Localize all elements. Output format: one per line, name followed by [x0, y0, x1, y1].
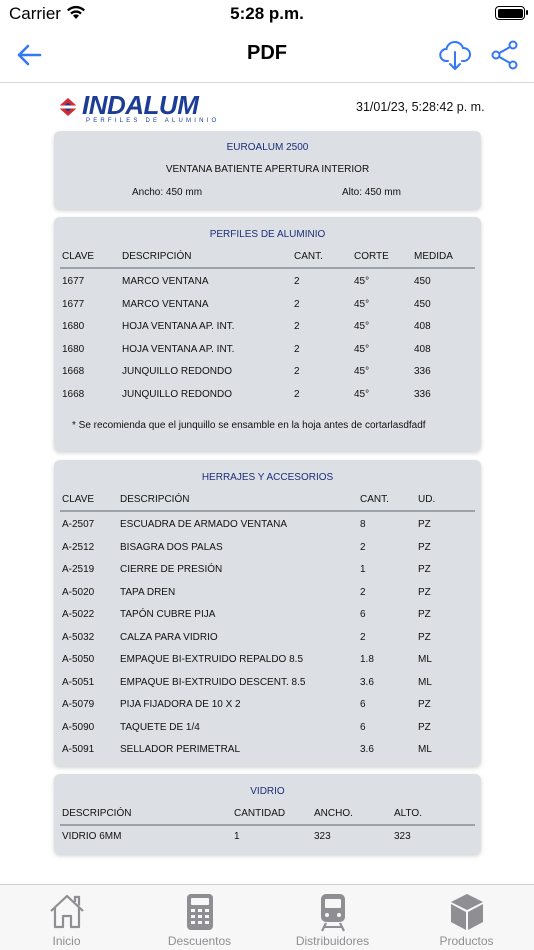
table-cell: ESCUADRA DE ARMADO VENTANA	[120, 519, 288, 530]
tab-bar	[0, 884, 534, 950]
table-cell: 1668	[62, 388, 85, 400]
table-cell: PZ	[418, 519, 431, 530]
product-summary-card	[54, 131, 481, 209]
share-icon	[490, 40, 520, 70]
status-bar	[0, 0, 534, 28]
column-header: DESCRIPCIÓN	[62, 808, 132, 819]
tab-descuentos[interactable]	[133, 885, 266, 950]
table-cell: A-5090	[62, 721, 95, 733]
table-cell: TAPA DREN	[120, 586, 176, 598]
table-cell: 1677	[62, 298, 85, 310]
table-cell: 2	[360, 541, 366, 553]
table-cell: JUNQUILLO REDONDO	[122, 366, 233, 377]
profiles-note: * Se recomienda que el junquillo se ensamble en la hoja antes de cortarlasdfadf	[72, 420, 426, 431]
table-cell: 2	[294, 276, 300, 287]
table-cell: PIJA FIJADORA DE 10 X 2	[120, 699, 241, 710]
tab-label: Inicio	[52, 934, 81, 948]
table-cell: EMPAQUE BI-EXTRUIDO DESCENT. 8.5	[120, 676, 306, 688]
product-series: EUROALUM 2500	[226, 142, 309, 153]
navigation-bar	[0, 28, 534, 83]
table-cell: 2	[360, 586, 366, 598]
indalum-logo	[56, 90, 222, 126]
table-cell: 6	[360, 699, 366, 710]
share-button[interactable]	[490, 40, 520, 70]
hardware-header-divider	[60, 510, 475, 512]
table-cell: EMPAQUE BI-EXTRUIDO REPALDO 8.5	[120, 654, 304, 665]
table-cell: PZ	[418, 699, 431, 710]
table-cell: 6	[360, 721, 366, 733]
table-cell: 45°	[354, 321, 370, 332]
table-cell: 6	[360, 609, 366, 620]
table-cell: 2	[294, 388, 300, 400]
column-header: UD.	[418, 494, 436, 505]
column-header: ANCHO.	[314, 808, 353, 819]
cube-icon	[450, 893, 484, 931]
tab-distribuidores[interactable]	[266, 885, 399, 950]
table-cell: 1677	[62, 276, 85, 287]
calculator-icon	[186, 893, 214, 931]
table-cell: 2	[294, 366, 300, 377]
table-cell: 1.8	[360, 654, 374, 665]
table-cell: 45°	[354, 388, 370, 400]
table-cell: 336	[414, 388, 431, 400]
table-cell: 8	[360, 519, 366, 530]
table-cell: CIERRE DE PRESIÓN	[120, 564, 223, 575]
table-cell: 1	[360, 564, 366, 575]
logo-subtext: PERFILES DE ALUMINIO	[86, 118, 220, 124]
table-cell: PZ	[418, 564, 431, 575]
home-icon	[48, 893, 86, 929]
table-cell: 323	[394, 831, 411, 842]
table-cell: ML	[418, 676, 432, 688]
table-cell: 45°	[354, 366, 370, 377]
glass-title: VIDRIO	[250, 786, 285, 797]
table-cell: 45°	[354, 343, 370, 355]
table-cell: A-5091	[62, 744, 95, 755]
column-header: CLAVE	[62, 251, 95, 262]
hardware-card	[54, 460, 481, 766]
profiles-title: PERFILES DE ALUMINIO	[209, 229, 326, 240]
profiles-card	[54, 217, 481, 451]
table-cell: A-5050	[62, 654, 95, 665]
column-header: CLAVE	[62, 494, 95, 505]
table-cell: PZ	[418, 721, 431, 733]
table-cell: ML	[418, 744, 432, 755]
table-cell: BISAGRA DOS PALAS	[120, 541, 223, 553]
table-cell: A-5022	[62, 609, 95, 620]
table-cell: PZ	[418, 609, 431, 620]
table-cell: 45°	[354, 298, 370, 310]
profiles-header-divider	[60, 267, 475, 269]
battery-level	[498, 9, 523, 18]
tab-label: Descuentos	[167, 934, 232, 948]
table-cell: 45°	[354, 276, 370, 287]
column-header: CANT.	[360, 494, 389, 505]
glass-card	[54, 774, 481, 854]
table-cell: 3.6	[360, 744, 374, 755]
table-cell: 450	[414, 298, 431, 310]
column-header: DESCRIPCIÓN	[120, 494, 190, 505]
column-header: CORTE	[354, 251, 389, 262]
page-title: PDF	[247, 42, 287, 64]
column-header: DESCRIPCIÓN	[122, 251, 192, 262]
product-description: VENTANA BATIENTE APERTURA INTERIOR	[165, 164, 370, 175]
table-cell: VIDRIO 6MM	[62, 831, 122, 842]
table-cell: 408	[414, 343, 431, 355]
table-cell: 2	[294, 298, 300, 310]
table-cell: 323	[314, 831, 331, 842]
tab-inicio[interactable]	[0, 885, 133, 950]
tab-productos[interactable]	[400, 885, 533, 950]
table-cell: 1	[234, 831, 240, 842]
table-cell: 336	[414, 366, 431, 377]
table-cell: MARCO VENTANA	[122, 276, 209, 287]
table-cell: A-5051	[62, 676, 95, 688]
logo-text: INDALUM	[82, 90, 199, 120]
download-button[interactable]	[438, 38, 472, 72]
product-height: Alto: 450 mm	[342, 187, 401, 198]
pdf-document[interactable]	[0, 84, 534, 884]
table-cell: TAQUETE DE 1/4	[120, 721, 200, 733]
column-header: MEDIDA	[414, 251, 453, 262]
train-icon	[318, 893, 348, 933]
battery-icon	[495, 6, 525, 20]
carrier-label: Carrier	[9, 4, 61, 23]
table-cell: TAPÓN CUBRE PIJA	[120, 609, 216, 620]
table-cell: 2	[294, 321, 300, 332]
table-cell: A-2512	[62, 541, 95, 553]
table-cell: A-5079	[62, 699, 95, 710]
column-header: CANTIDAD	[234, 808, 286, 819]
table-cell: A-2507	[62, 519, 95, 530]
table-cell: A-2519	[62, 564, 95, 575]
table-cell: 1680	[62, 343, 85, 355]
table-cell: PZ	[418, 586, 431, 598]
column-header: ALTO.	[394, 808, 422, 819]
cloud-download-icon	[438, 38, 472, 72]
tab-label: Distribuidores	[295, 934, 370, 948]
tab-label: Productos	[439, 934, 494, 948]
table-cell: JUNQUILLO REDONDO	[122, 388, 233, 400]
table-cell: 1680	[62, 321, 85, 332]
table-cell: 3.6	[360, 676, 374, 688]
table-cell: CALZA PARA VIDRIO	[120, 631, 218, 643]
table-cell: HOJA VENTANA AP. INT.	[122, 343, 235, 355]
table-cell: PZ	[418, 631, 431, 643]
table-cell: SELLADOR PERIMETRAL	[120, 744, 241, 755]
logo-mark-icon	[56, 96, 80, 118]
table-cell: A-5032	[62, 631, 95, 643]
document-date: 31/01/23, 5:28:42 p. m.	[356, 100, 485, 114]
table-cell: A-5020	[62, 586, 95, 598]
table-cell: HOJA VENTANA AP. INT.	[122, 321, 235, 332]
table-cell: ML	[418, 654, 432, 665]
table-cell: 450	[414, 276, 431, 287]
table-cell: 1668	[62, 366, 85, 377]
table-cell: 2	[294, 343, 300, 355]
table-cell: 2	[360, 631, 366, 643]
product-width: Ancho: 450 mm	[132, 187, 203, 198]
clock: 5:28 p.m.	[230, 4, 304, 23]
table-cell: PZ	[418, 541, 431, 553]
table-cell: MARCO VENTANA	[122, 298, 209, 310]
hardware-title: HERRAJES Y ACCESORIOS	[201, 472, 334, 483]
table-cell: 408	[414, 321, 431, 332]
glass-header-divider	[60, 824, 475, 826]
column-header: CANT.	[294, 251, 323, 262]
